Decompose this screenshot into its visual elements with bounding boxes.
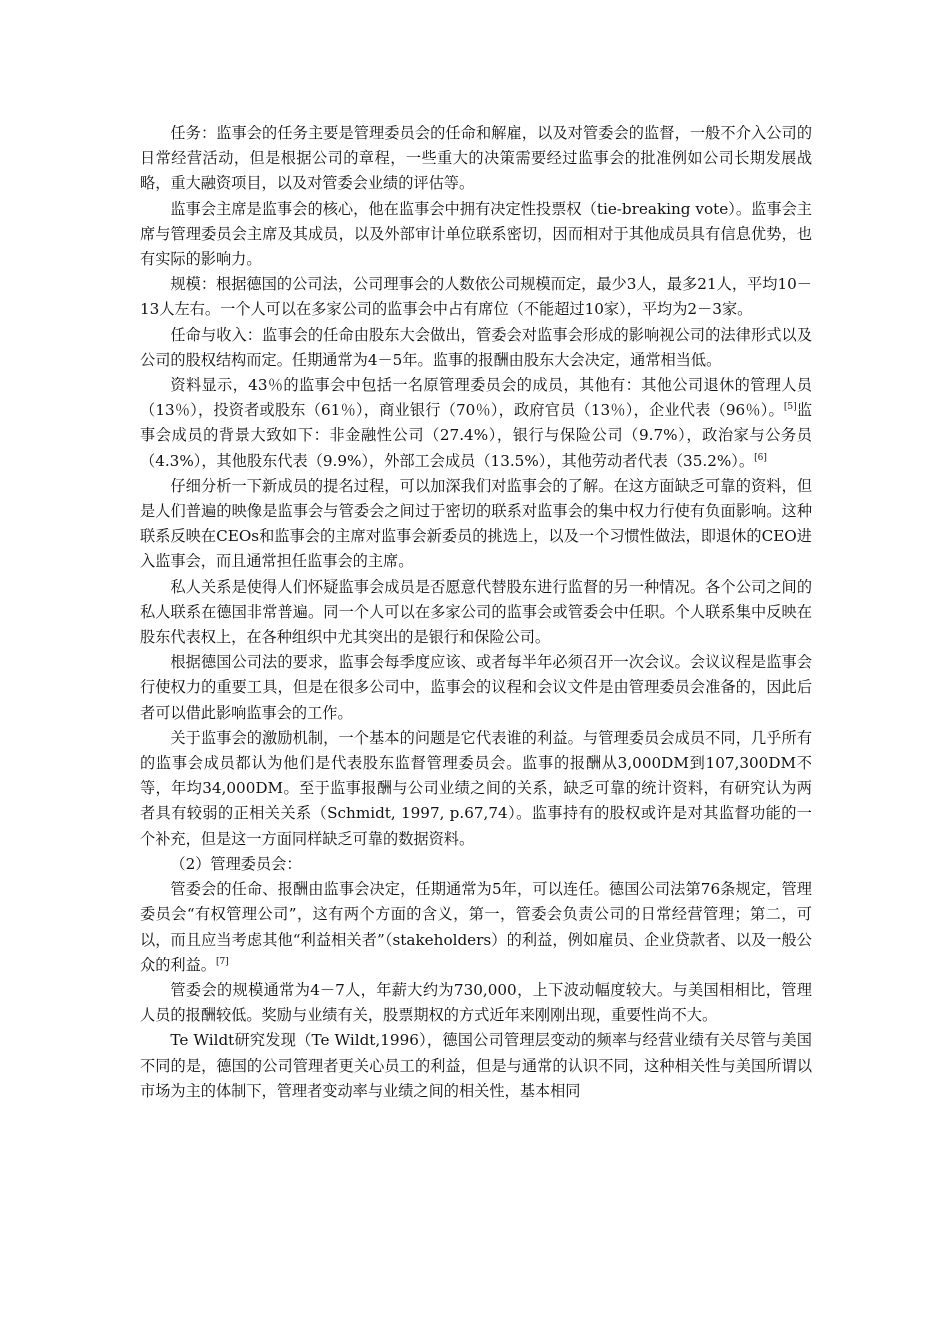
paragraph-tasks [140, 121, 812, 197]
paragraph-text: Te Wildt研究发现（Te Wildt,1996），德国公司管理层变动的频率与经营业绩有关尽管与美国不同的是，德国的公司管理者更关心员工的利益，但是与通常的认识不同，这种相关性与美国所谓以市场为主的体制下，管理者变动率与业绩之间的相关性，基本相同 [140, 1031, 812, 1100]
section-heading-management-board [140, 852, 812, 877]
paragraph-te-wildt [140, 1028, 812, 1104]
paragraph-text: 监事会成员的背景大致如下：非金融性公司（27.4%），银行与保险公司（9.7%），政治家与公务员（4.3%），其他股东代表（9.9%），外部工会成员（13.5%），其他劳动者代表（35.2%）。 [140, 401, 813, 470]
paragraph-incentives [140, 726, 812, 852]
paragraph-text: 根据德国公司法的要求，监事会每季度应该、或者每半年必须召开一次会议。会议议程是监事会行使权力的重要工具，但是在很多公司中，监事会的议程和会议文件是由管理委员会准备的，因此后者可以借此影响监事会的工作。 [140, 653, 812, 722]
heading-text: （2）管理委员会： [170, 854, 302, 873]
paragraph-personal-relations [140, 575, 812, 651]
paragraph-chairman [140, 197, 812, 273]
paragraph-text: 私人关系是使得人们怀疑监事会成员是否愿意代替股东进行监督的另一种情况。各个公司之间的私人联系在德国非常普遍。同一个人可以在多家公司的监事会或管委会中任职。个人联系集中反映在股东代表权上，在各种组织中尤其突出的是银行和保险公司。 [140, 577, 812, 647]
paragraph-meetings [140, 650, 812, 726]
paragraph-size [140, 272, 812, 322]
paragraph-board-appointment [140, 877, 812, 978]
paragraph-text: 任命与收入：监事会的任命由股东大会做出，管委会对监事会形成的影响视公司的法律形式以及公司的股权结构而定。任期通常为4－5年。监事的报酬由股东大会决定，通常相当低。 [140, 325, 812, 369]
paragraph-text: 仔细分析一下新成员的提名过程，可以加深我们对监事会的了解。在这方面缺乏可靠的资料，但是人们普遍的映像是监事会与管委会之间过于密切的联系对监事会的集中权力行使有负面影响。这种联系反映在CEOs和监事会的主席对监事会新委员的挑选上，以及一个习惯性做法，即退休的CEO进入监事会，而且通常担任监事会的主席。 [140, 476, 812, 571]
paragraph-text: 任务：监事会的任务主要是管理委员会的任命和解雇，以及对管委会的监督，一般不介入公司的日常经营活动，但是根据公司的章程，一些重大的决策需要经过监事会的批准例如公司长期发展战略，重大融资项目，以及对管委会业绩的评估等。 [140, 124, 812, 193]
paragraph-text: 监事会主席是监事会的核心，他在监事会中拥有决定性投票权（tie-breaking vote）。监事会主席与管理委员会主席及其成员，以及外部审计单位联系密切，因而相对于其他成员具有信息优势，也有实际的影响力。 [140, 199, 812, 269]
paragraph-statistics [140, 373, 812, 474]
paragraph-board-size [140, 978, 812, 1028]
footnote-ref-6[interactable]: [6] [754, 452, 767, 463]
footnote-ref-7[interactable]: [7] [215, 956, 229, 967]
paragraph-text: 规模：根据德国的公司法，公司理事会的人数依公司规模而定，最少3人，最多21人，平均10－13人左右。一个人可以在多家公司的监事会中占有席位（不能超过10家），平均为2－3家。 [140, 275, 812, 319]
paragraph-appointment [140, 323, 812, 373]
paragraph-text: 资料显示，43％的监事会中包括一名原管理委员会的成员，其他有：其他公司退休的管理人员（13％），投资者或股东（61％），商业银行（70％），政府官员（13％），企业代表（96％）。 [140, 376, 812, 420]
paragraph-text: 管委会的规模通常为4－7人，年薪大约为730,000，上下波动幅度较大。与美国相相比，管理人员的报酬较低。奖励与业绩有关，股票期权的方式近年来刚刚出现，重要性尚不大。 [140, 980, 812, 1025]
footnote-ref-5[interactable]: [5] [783, 402, 797, 413]
document-body [140, 121, 812, 1104]
paragraph-nomination [140, 474, 812, 575]
paragraph-text: 管委会的任命、报酬由监事会决定，任期通常为5年，可以连任。德国公司法第76条规定，管理委员会“有权管理公司”，这有两个方面的含义，第一，管委会负责公司的日常经营管理；第二，可以，而且应当考虑其他“利益相关者”（stakeholders）的利益，例如雇员、企业贷款者、以及一般公众的利益。 [140, 880, 812, 974]
paragraph-text: 关于监事会的激励机制，一个基本的问题是它代表谁的利益。与管理委员会成员不同，几乎所有的监事会成员都认为他们是代表股东监督管理委员会。监事的报酬从3,000DM到107,300DM不等，年均34,000DM。至于监事报酬与公司业绩之间的关系，缺乏可靠的统计资料，有研究认为两者具有较弱的正相关关系（Schmidt, 1997, p.67,74）。监事持有的股权或许是对其监督功能的一个补充，但是这一方面同样缺乏可靠的数据资料。 [140, 728, 812, 848]
